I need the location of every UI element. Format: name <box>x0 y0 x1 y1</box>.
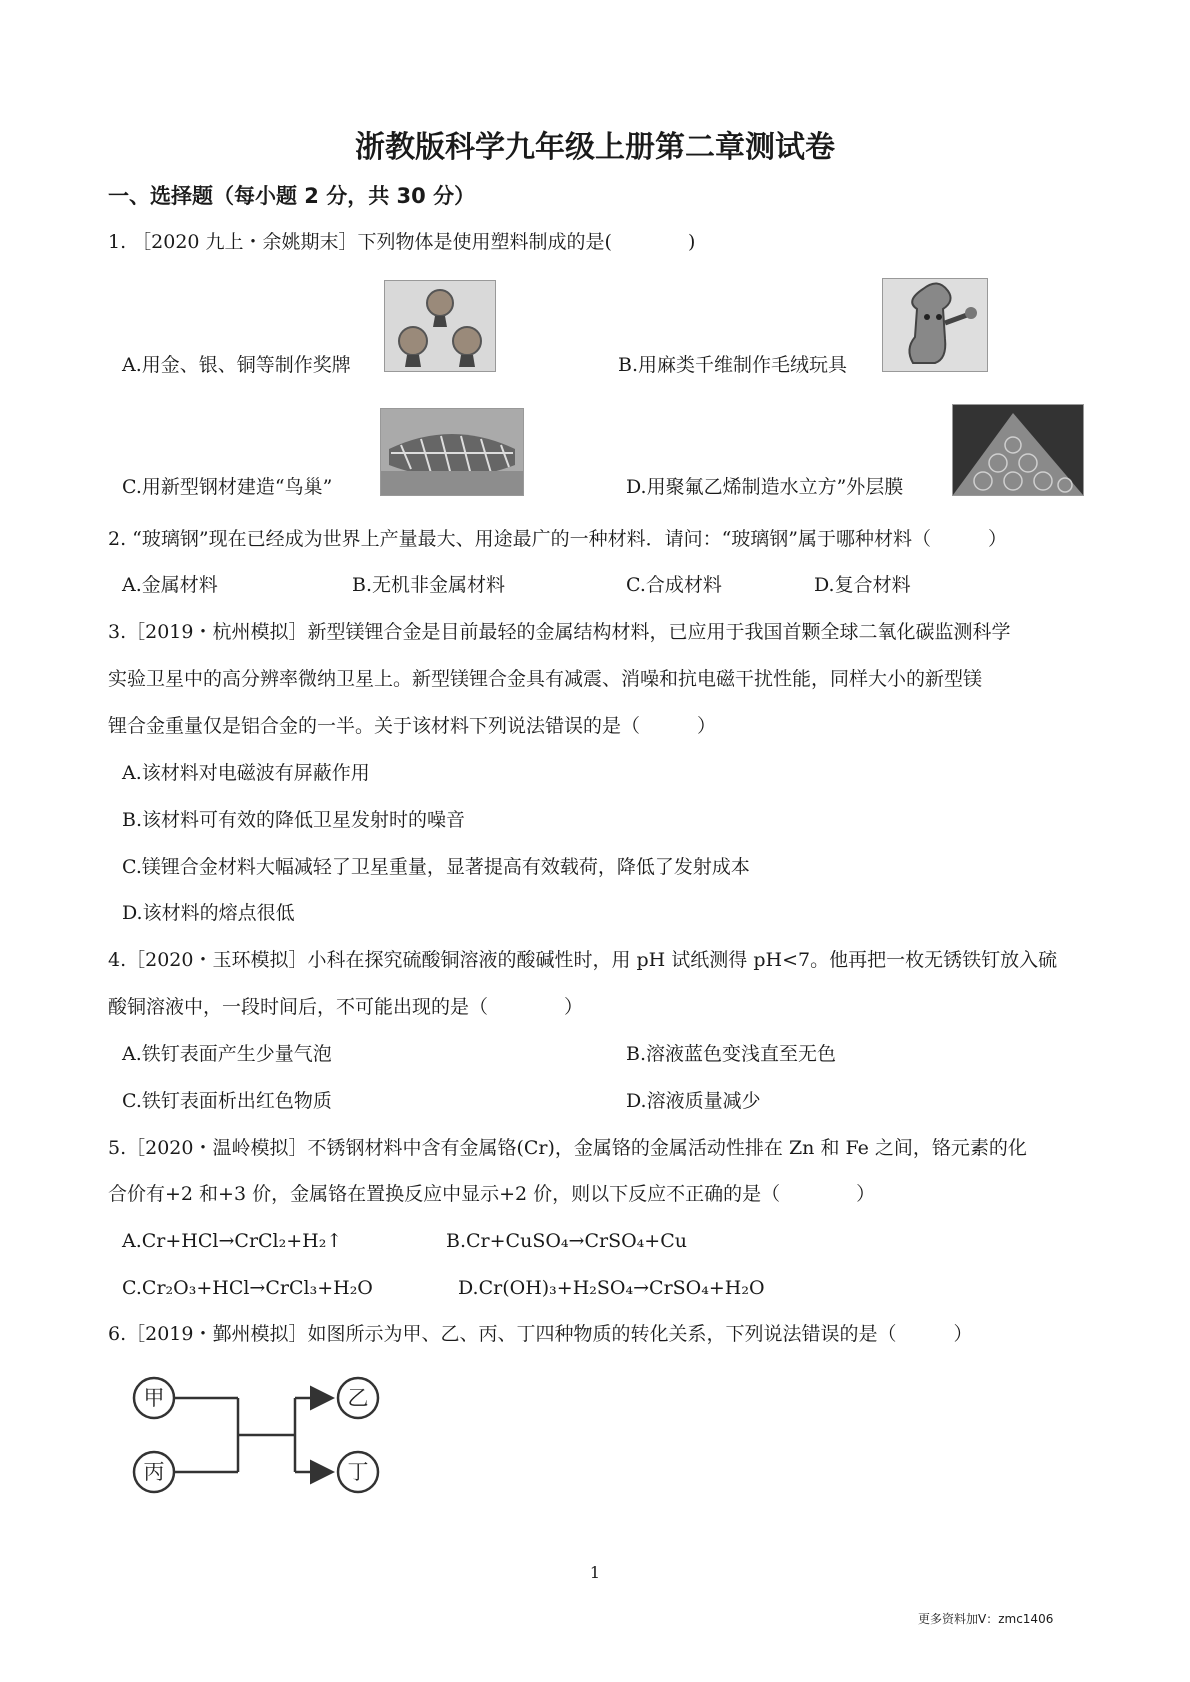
node-yi-label: 乙 <box>347 1386 369 1410</box>
q3-stem-line3: 锂合金重量仅是铝合金的一半。关于该材料下列说法错误的是（ ） <box>108 715 717 737</box>
q5-option-b[interactable]: B.Cr+CuSO₄→CrSO₄+Cu <box>446 1230 687 1252</box>
q4-option-a[interactable]: A.铁钉表面产生少量气泡 <box>122 1043 332 1065</box>
q2-option-a[interactable]: A.金属材料 <box>122 574 218 596</box>
page-title: 浙教版科学九年级上册第二章测试卷 <box>355 130 835 165</box>
node-bing-label: 丙 <box>143 1460 165 1484</box>
q2-stem: 2. “玻璃钢”现在已经成为世界上产量最大、用途最广的一种材料．请问：“玻璃钢”属于哪种材料（ ） <box>108 528 1008 550</box>
q3-option-b[interactable]: B.该材料可有效的降低卫星发射时的噪音 <box>122 809 466 831</box>
q5-stem-line1: 5.［2020・温岭模拟］不锈钢材料中含有金属铬(Cr)，金属铬的金属活动性排在 Zn 和 Fe 之间，铬元素的化 <box>108 1137 1027 1159</box>
water-cube-image <box>952 404 1084 496</box>
footer-note: 更多资料加V：zmc1406 <box>918 1612 1054 1626</box>
q6-stem: 6.［2019・鄞州模拟］如图所示为甲、乙、丙、丁四种物质的转化关系，下列说法错误的是（ ） <box>108 1323 973 1345</box>
q2-option-d[interactable]: D.复合材料 <box>814 574 911 596</box>
q3-option-d[interactable]: D.该材料的熔点很低 <box>122 902 295 924</box>
q1-option-c[interactable]: C.用新型钢材建造“鸟巢” <box>122 476 333 498</box>
q4-stem-line1: 4.［2020・玉环模拟］小科在探究硫酸铜溶液的酸碱性时，用 pH 试纸测得 pH<7。他再把一枚无锈铁钉放入硫 <box>108 949 1058 971</box>
q1-option-b[interactable]: B.用麻类千维制作毛绒玩具 <box>618 354 848 376</box>
q1-stem: 1. ［2020 九上・余姚期末］下列物体是使用塑料制成的是( ) <box>108 231 696 253</box>
q4-stem-line2: 酸铜溶液中，一段时间后，不可能出现的是（ ） <box>108 996 584 1018</box>
q2-option-c[interactable]: C.合成材料 <box>626 574 722 596</box>
q1-option-a[interactable]: A.用金、银、铜等制作奖牌 <box>122 354 351 376</box>
q3-option-c[interactable]: C.镁锂合金材料大幅减轻了卫星重量，显著提高有效载荷，降低了发射成本 <box>122 856 750 878</box>
mascot-toy-image <box>882 278 988 372</box>
q5-option-c[interactable]: C.Cr₂O₃+HCl→CrCl₃+H₂O <box>122 1277 373 1299</box>
birds-nest-image <box>380 408 524 496</box>
q4-option-c[interactable]: C.铁钉表面析出红色物质 <box>122 1090 332 1112</box>
page-number: 1 <box>589 1563 601 1582</box>
q3-option-a[interactable]: A.该材料对电磁波有屏蔽作用 <box>122 762 370 784</box>
q3-stem-line1: 3.［2019・杭州模拟］新型镁锂合金是目前最轻的金属结构材料，已应用于我国首颗全球二氧化碳监测科学 <box>108 621 1011 643</box>
node-ding-label: 丁 <box>347 1460 369 1484</box>
q4-option-d[interactable]: D.溶液质量减少 <box>626 1090 761 1112</box>
q3-stem-line2: 实验卫星中的高分辨率微纳卫星上。新型镁锂合金具有减震、消噪和抗电磁干扰性能，同样大小的新型镁 <box>108 668 983 690</box>
node-jia-label: 甲 <box>143 1386 165 1410</box>
medals-image <box>384 280 496 372</box>
q5-option-a[interactable]: A.Cr+HCl→CrCl₂+H₂↑ <box>122 1230 343 1252</box>
q5-option-d[interactable]: D.Cr(OH)₃+H₂SO₄→CrSO₄+H₂O <box>458 1277 765 1299</box>
q5-stem-line2: 合价有+2 和+3 价，金属铬在置换反应中显示+2 价，则以下反应不正确的是（ ） <box>108 1183 876 1205</box>
conversion-diagram <box>130 1370 390 1510</box>
q4-option-b[interactable]: B.溶液蓝色变浅直至无色 <box>626 1043 837 1065</box>
q1-option-d[interactable]: D.用聚氟乙烯制造水立方”外层膜 <box>626 476 904 498</box>
section-heading: 一、选择题（每小题 2 分，共 30 分） <box>108 184 476 208</box>
q2-option-b[interactable]: B.无机非金属材料 <box>352 574 506 596</box>
